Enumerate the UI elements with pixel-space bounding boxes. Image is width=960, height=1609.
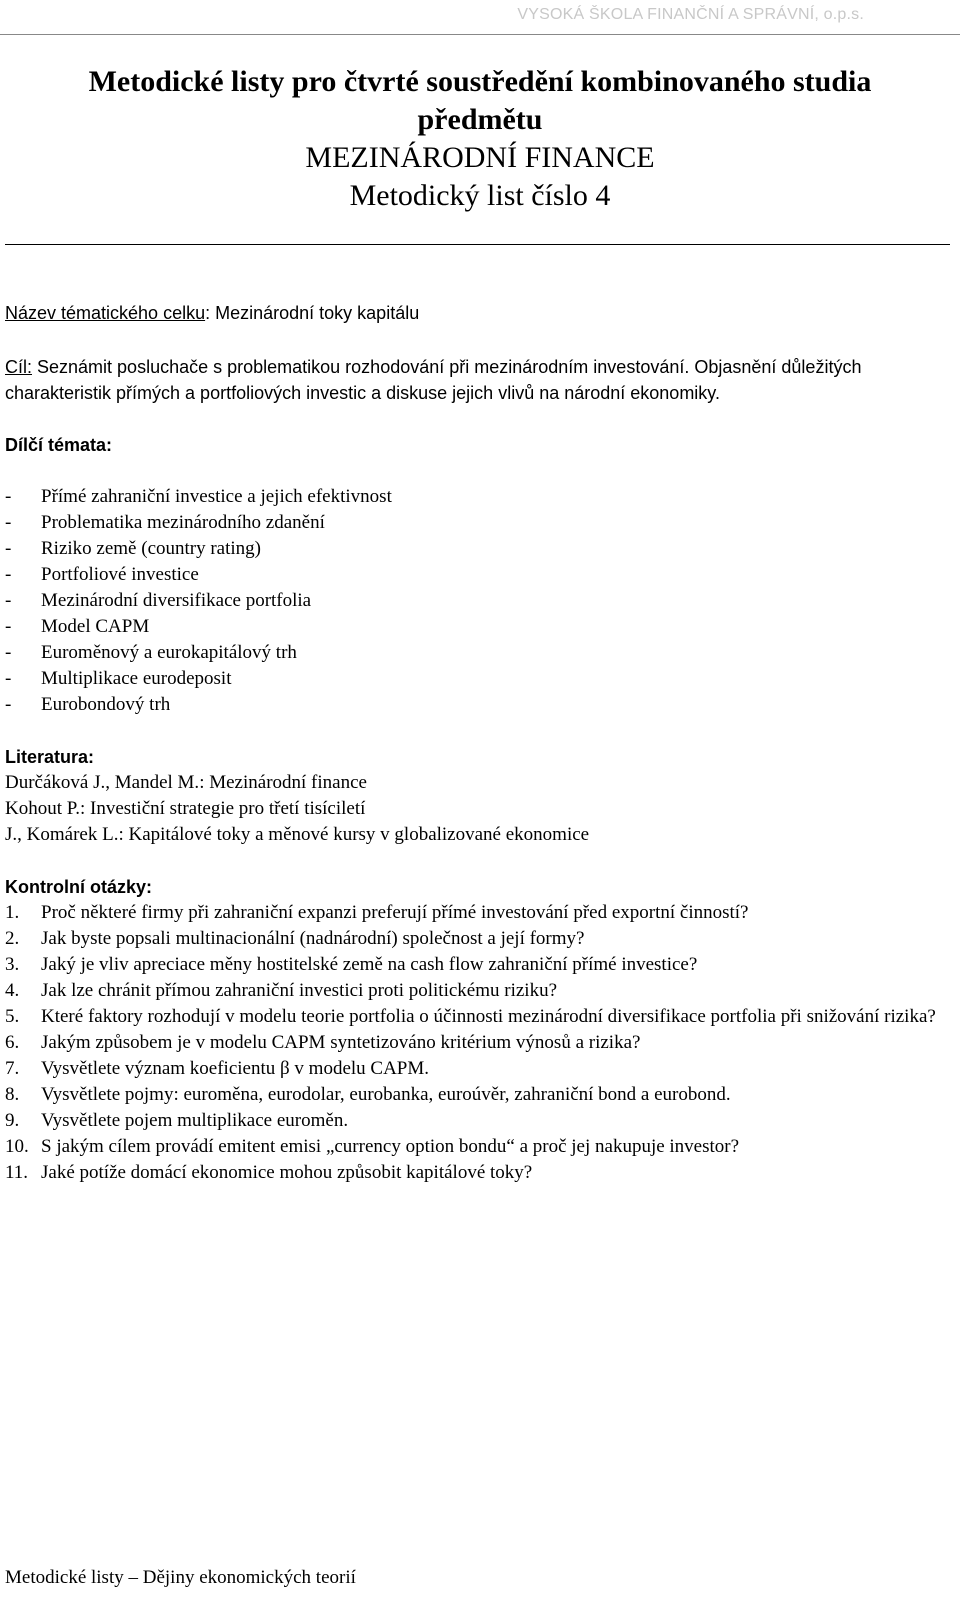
question-text: Jak byste popsali multinacionální (nadnárodní) společnost a její formy?: [41, 928, 585, 949]
literature-list: [5, 770, 945, 848]
question-number: 1.: [5, 902, 20, 923]
list-item: [5, 1134, 945, 1160]
literature-item: [5, 770, 945, 796]
page-footer: Metodické listy – Dějiny ekonomických teorií: [5, 1567, 356, 1588]
question-number: 11.: [5, 1162, 29, 1183]
question-text: Jaký je vliv apreciace měny hostitelské země na cash flow zahraniční přímé investice?: [41, 954, 698, 975]
list-item: [5, 900, 945, 926]
list-item: [5, 1030, 945, 1056]
dash-bullet: -: [5, 486, 12, 507]
header-divider: [0, 34, 960, 35]
question-text: S jakým cílem provádí emitent emisi „currency option bondu“ a proč jej nakupuje investor?: [41, 1136, 740, 1157]
goal-label: Cíl:: [5, 357, 32, 377]
dash-bullet: -: [5, 694, 12, 715]
question-number: 7.: [5, 1058, 20, 1079]
question-number: 4.: [5, 980, 20, 1001]
list-item: [5, 1160, 945, 1186]
unit-line: [5, 300, 945, 326]
list-item: [5, 1108, 945, 1134]
question-number: 6.: [5, 1032, 20, 1053]
title-line-2: předmětu: [417, 103, 543, 136]
questions-list: [5, 900, 945, 1186]
dash-bullet: -: [5, 538, 12, 559]
list-item: [5, 978, 945, 1004]
subtopic-text: Přímé zahraniční investice a jejich efektivnost: [41, 486, 392, 507]
question-text: Vysvětlete pojem multiplikace euroměn.: [41, 1110, 349, 1131]
question-number: 8.: [5, 1084, 20, 1105]
subtopic-text: Model CAPM: [41, 616, 150, 637]
unit-colon: :: [205, 303, 216, 323]
subtopic-text: Eurobondový trh: [41, 694, 171, 715]
literature-author: Durčáková J., Mandel M.: [5, 772, 200, 793]
literature-item: [5, 796, 945, 822]
title-line-3: MEZINÁRODNÍ FINANCE: [305, 141, 655, 174]
question-text: Které faktory rozhodují v modelu teorie portfolia o účinnosti mezinárodní diversifikace portfolia při snižování rizika?: [41, 1006, 936, 1027]
question-text: Proč některé firmy při zahraniční expanzi preferují přímé investování před exportní činností?: [41, 902, 749, 923]
question-number: 3.: [5, 954, 20, 975]
dash-bullet: -: [5, 512, 12, 533]
list-item: [5, 1082, 945, 1108]
list-item: [5, 692, 945, 718]
subtopics-heading: Dílčí témata:: [5, 435, 113, 455]
list-item: [5, 952, 945, 978]
title-divider: [5, 244, 950, 245]
list-item: [5, 1004, 945, 1030]
question-number: 2.: [5, 928, 20, 949]
list-item: [5, 562, 945, 588]
question-text: Jaké potíže domácí ekonomice mohou způsobit kapitálové toky?: [41, 1162, 533, 1183]
list-item: [5, 510, 945, 536]
title-line-4: Metodický list číslo 4: [349, 179, 611, 212]
subtopic-text: Multiplikace eurodeposit: [41, 668, 232, 689]
literature-heading: Literatura:: [5, 747, 95, 767]
literature-author: Kohout P.: [5, 798, 80, 819]
list-item: [5, 484, 945, 510]
document-body: [5, 300, 945, 1186]
dash-bullet: -: [5, 616, 12, 637]
title-line-1: Metodické listy pro čtvrté soustředění kombinovaného studia: [88, 65, 872, 98]
unit-value: Mezinárodní toky kapitálu: [215, 303, 420, 323]
literature-title: : Kapitálové toky a měnové kursy v globalizované ekonomice: [118, 824, 590, 845]
list-item: [5, 536, 945, 562]
literature-title: : Mezinárodní finance: [199, 772, 367, 793]
school-header: VYSOKÁ ŠKOLA FINANČNÍ A SPRÁVNÍ, o.p.s.: [517, 6, 864, 23]
subtopics-list: [5, 484, 945, 718]
literature-author: J., Komárek L.: [5, 824, 119, 845]
question-number: 5.: [5, 1006, 20, 1027]
goal-text: Seznámit posluchače s problematikou rozhodování při mezinárodním investování. Objasnění důležitých charakteristik přímých a portfoliových investic a diskuse jejich vlivů na národní ekonomiky.: [5, 357, 862, 403]
question-number: 10.: [5, 1136, 29, 1157]
question-text: Jak lze chránit přímou zahraniční investici proti politickému riziku?: [41, 980, 557, 1001]
dash-bullet: -: [5, 564, 12, 585]
unit-label: Název tématického celku: [5, 303, 206, 323]
literature-item: [5, 822, 945, 848]
title-block: [0, 63, 960, 215]
list-item: [5, 614, 945, 640]
question-text: Jakým způsobem je v modelu CAPM syntetizováno kritérium výnosů a rizika?: [41, 1032, 641, 1053]
subtopic-text: Riziko země (country rating): [41, 538, 262, 559]
subtopic-text: Mezinárodní diversifikace portfolia: [41, 590, 312, 611]
questions-heading: Kontrolní otázky:: [5, 877, 152, 897]
question-number: 9.: [5, 1110, 20, 1131]
dash-bullet: -: [5, 668, 12, 689]
subtopic-text: Portfoliové investice: [41, 564, 199, 585]
subtopic-text: Problematika mezinárodního zdanění: [41, 512, 325, 533]
dash-bullet: -: [5, 590, 12, 611]
list-item: [5, 588, 945, 614]
dash-bullet: -: [5, 642, 12, 663]
question-text: Vysvětlete význam koeficientu β v modelu CAPM.: [41, 1058, 430, 1079]
list-item: [5, 640, 945, 666]
literature-title: : Investiční strategie pro třetí tisíciletí: [79, 798, 366, 819]
subtopic-text: Euroměnový a eurokapitálový trh: [41, 642, 297, 663]
list-item: [5, 926, 945, 952]
list-item: [5, 666, 945, 692]
list-item: [5, 1056, 945, 1082]
goal-paragraph: [5, 354, 945, 406]
question-text: Vysvětlete pojmy: euroměna, eurodolar, eurobanka, euroúvěr, zahraniční bond a eurobond.: [41, 1084, 731, 1105]
